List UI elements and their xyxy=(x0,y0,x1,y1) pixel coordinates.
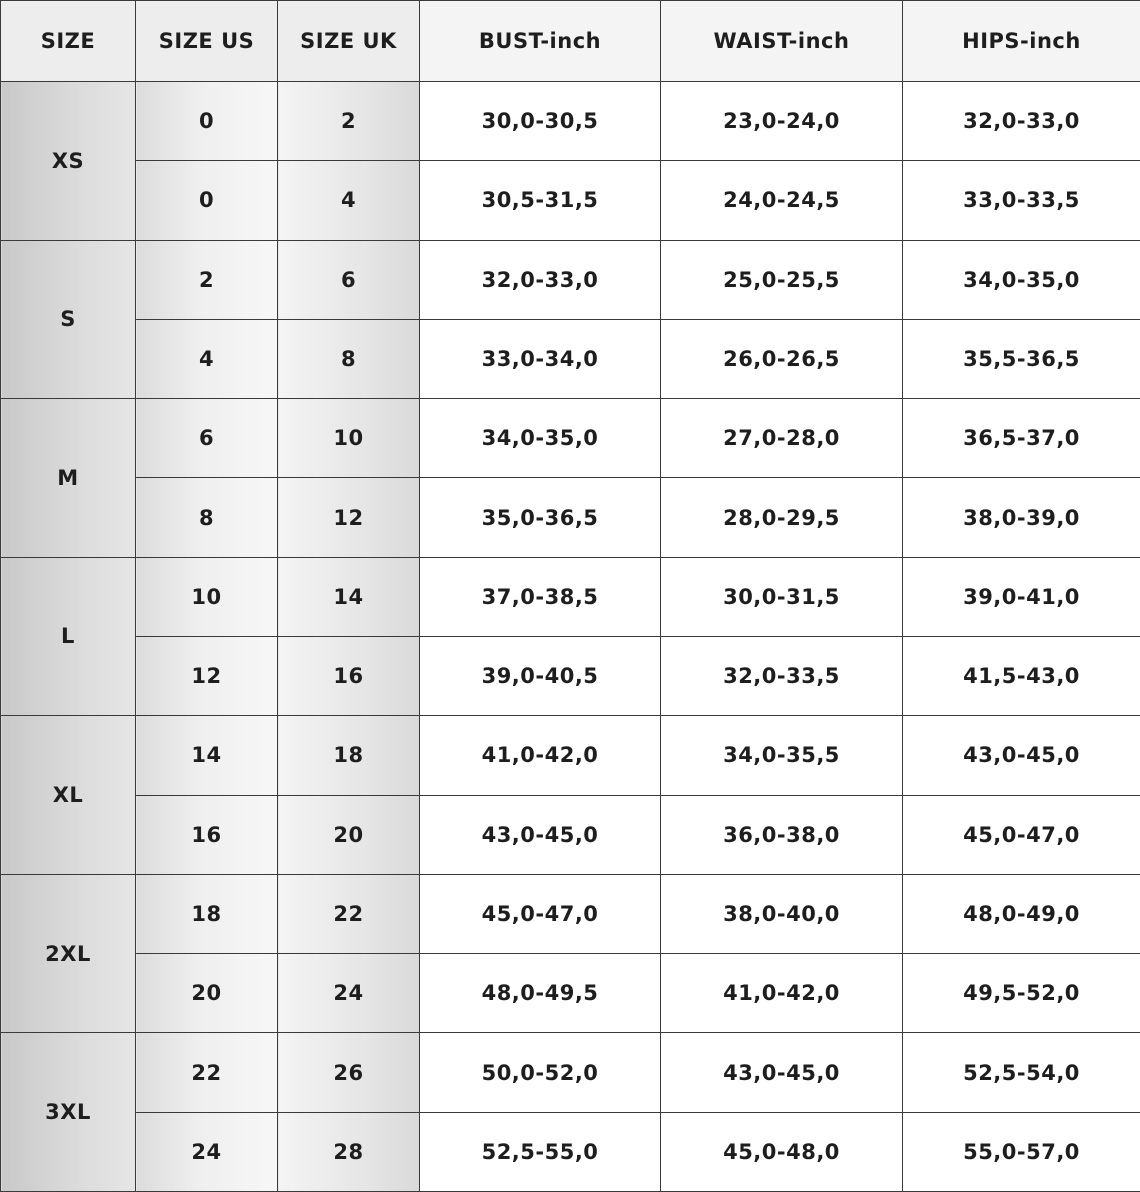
table-body xyxy=(1,82,1140,1192)
header-size-uk: SIZE UK xyxy=(278,1,420,82)
hips-cell: 32,0-33,0 xyxy=(903,82,1140,161)
bust-cell: 34,0-35,0 xyxy=(420,399,661,478)
bust-cell: 52,5-55,0 xyxy=(420,1112,661,1191)
size-us-cell: 6 xyxy=(136,399,278,478)
size-us-cell: 0 xyxy=(136,161,278,240)
hips-cell: 41,5-43,0 xyxy=(903,636,1140,715)
size-uk-cell: 18 xyxy=(278,716,420,795)
table-row xyxy=(1,1112,1140,1191)
table-row xyxy=(1,716,1140,795)
waist-cell: 38,0-40,0 xyxy=(661,874,903,953)
bust-cell: 45,0-47,0 xyxy=(420,874,661,953)
hips-cell: 45,0-47,0 xyxy=(903,795,1140,874)
size-uk-cell: 14 xyxy=(278,557,420,636)
size-us-cell: 14 xyxy=(136,716,278,795)
hips-cell: 49,5-52,0 xyxy=(903,954,1140,1033)
size-us-cell: 12 xyxy=(136,636,278,715)
waist-cell: 28,0-29,5 xyxy=(661,478,903,557)
table-row xyxy=(1,557,1140,636)
bust-cell: 43,0-45,0 xyxy=(420,795,661,874)
size-us-cell: 2 xyxy=(136,240,278,319)
waist-cell: 25,0-25,5 xyxy=(661,240,903,319)
table-row xyxy=(1,240,1140,319)
table-row xyxy=(1,954,1140,1033)
size-label-cell: XL xyxy=(1,716,136,875)
header-hips: HIPS-inch xyxy=(903,1,1140,82)
size-uk-cell: 2 xyxy=(278,82,420,161)
waist-cell: 32,0-33,5 xyxy=(661,636,903,715)
hips-cell: 39,0-41,0 xyxy=(903,557,1140,636)
size-uk-cell: 26 xyxy=(278,1033,420,1112)
waist-cell: 26,0-26,5 xyxy=(661,319,903,398)
bust-cell: 32,0-33,0 xyxy=(420,240,661,319)
size-label-cell: S xyxy=(1,240,136,399)
table-header xyxy=(1,1,1140,82)
hips-cell: 38,0-39,0 xyxy=(903,478,1140,557)
size-uk-cell: 22 xyxy=(278,874,420,953)
bust-cell: 30,5-31,5 xyxy=(420,161,661,240)
header-size: SIZE xyxy=(1,1,136,82)
bust-cell: 41,0-42,0 xyxy=(420,716,661,795)
table-row xyxy=(1,478,1140,557)
size-uk-cell: 8 xyxy=(278,319,420,398)
table-row xyxy=(1,161,1140,240)
header-size-us: SIZE US xyxy=(136,1,278,82)
waist-cell: 27,0-28,0 xyxy=(661,399,903,478)
hips-cell: 52,5-54,0 xyxy=(903,1033,1140,1112)
size-uk-cell: 10 xyxy=(278,399,420,478)
table-row xyxy=(1,319,1140,398)
waist-cell: 23,0-24,0 xyxy=(661,82,903,161)
size-label-cell: 3XL xyxy=(1,1033,136,1192)
bust-cell: 37,0-38,5 xyxy=(420,557,661,636)
hips-cell: 33,0-33,5 xyxy=(903,161,1140,240)
hips-cell: 48,0-49,0 xyxy=(903,874,1140,953)
bust-cell: 50,0-52,0 xyxy=(420,1033,661,1112)
size-us-cell: 18 xyxy=(136,874,278,953)
bust-cell: 35,0-36,5 xyxy=(420,478,661,557)
hips-cell: 43,0-45,0 xyxy=(903,716,1140,795)
table-row xyxy=(1,399,1140,478)
waist-cell: 45,0-48,0 xyxy=(661,1112,903,1191)
size-us-cell: 0 xyxy=(136,82,278,161)
hips-cell: 36,5-37,0 xyxy=(903,399,1140,478)
size-us-cell: 16 xyxy=(136,795,278,874)
size-uk-cell: 20 xyxy=(278,795,420,874)
waist-cell: 43,0-45,0 xyxy=(661,1033,903,1112)
size-label-cell: XS xyxy=(1,82,136,241)
header-row xyxy=(1,1,1140,82)
waist-cell: 36,0-38,0 xyxy=(661,795,903,874)
waist-cell: 34,0-35,5 xyxy=(661,716,903,795)
waist-cell: 41,0-42,0 xyxy=(661,954,903,1033)
size-label-cell: M xyxy=(1,399,136,558)
size-uk-cell: 28 xyxy=(278,1112,420,1191)
size-uk-cell: 4 xyxy=(278,161,420,240)
size-uk-cell: 6 xyxy=(278,240,420,319)
size-label-cell: 2XL xyxy=(1,874,136,1033)
size-uk-cell: 12 xyxy=(278,478,420,557)
bust-cell: 48,0-49,5 xyxy=(420,954,661,1033)
size-uk-cell: 24 xyxy=(278,954,420,1033)
hips-cell: 34,0-35,0 xyxy=(903,240,1140,319)
bust-cell: 33,0-34,0 xyxy=(420,319,661,398)
waist-cell: 30,0-31,5 xyxy=(661,557,903,636)
size-us-cell: 20 xyxy=(136,954,278,1033)
table-row xyxy=(1,636,1140,715)
table-row xyxy=(1,82,1140,161)
bust-cell: 30,0-30,5 xyxy=(420,82,661,161)
size-us-cell: 22 xyxy=(136,1033,278,1112)
size-label-cell: L xyxy=(1,557,136,716)
header-waist: WAIST-inch xyxy=(661,1,903,82)
table-row xyxy=(1,1033,1140,1112)
waist-cell: 24,0-24,5 xyxy=(661,161,903,240)
size-us-cell: 24 xyxy=(136,1112,278,1191)
size-us-cell: 8 xyxy=(136,478,278,557)
hips-cell: 35,5-36,5 xyxy=(903,319,1140,398)
size-uk-cell: 16 xyxy=(278,636,420,715)
size-us-cell: 4 xyxy=(136,319,278,398)
size-us-cell: 10 xyxy=(136,557,278,636)
table-row xyxy=(1,874,1140,953)
header-bust: BUST-inch xyxy=(420,1,661,82)
hips-cell: 55,0-57,0 xyxy=(903,1112,1140,1191)
table-row xyxy=(1,795,1140,874)
bust-cell: 39,0-40,5 xyxy=(420,636,661,715)
